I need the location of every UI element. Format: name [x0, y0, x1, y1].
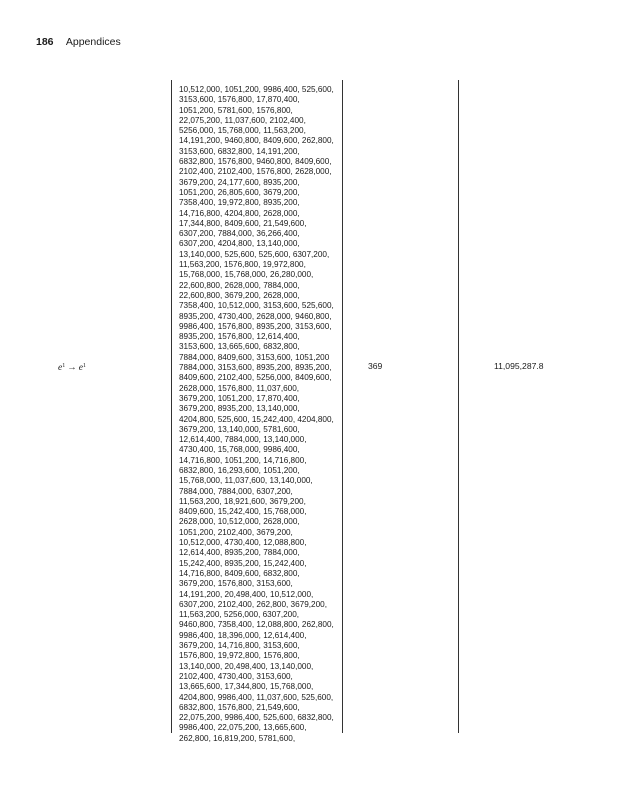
value-line: 17,344,800, 8409,600, 21,549,600, [179, 218, 307, 228]
value-line: 10,512,000, 1051,200, 9986,400, 525,600, [179, 85, 334, 94]
value-line: 12,614,400, 8935,200, 7884,000, [179, 548, 300, 558]
value-line: 14,191,200, 20,498,400, 10,512,000, [179, 589, 314, 599]
total-value-cell: 11,095,287.8 [494, 361, 544, 371]
column-divider [342, 80, 343, 733]
value-line: 13,140,000, 20,498,400, 13,140,000, [179, 661, 314, 671]
value-list [179, 85, 339, 744]
value-line: 3679,200, 1051,200, 17,870,400, [179, 393, 300, 403]
value-line: 3679,200, 1576,800, 3153,600, [179, 579, 293, 589]
value-line: 1576,800, 19,972,800, 1576,800, [179, 651, 300, 661]
value-line: 1051,200, 5781,600, 1576,800, [179, 105, 293, 115]
value-line: 4730,400, 15,768,000, 9986,400, [179, 445, 300, 455]
page-number: 186 [36, 36, 54, 48]
value-line: 9986,400, 22,075,200, 13,665,600, [179, 723, 307, 733]
value-line: 6832,800, 1576,800, 21,549,600, [179, 702, 300, 712]
column-divider [171, 80, 172, 733]
value-line: 13,665,600, 17,344,800, 15,768,000, [179, 682, 314, 692]
value-line: 7358,400, 19,972,800, 8935,200, [179, 198, 300, 208]
value-line: 14,716,800, 8409,600, 6832,800, [179, 568, 300, 578]
value-line: 7358,400, 10,512,000, 3153,600, 525,600, [179, 301, 334, 311]
value-line: 3153,600, 1576,800, 17,870,400, [179, 95, 300, 105]
value-line: 4204,800, 525,600, 15,242,400, 4204,800, [179, 414, 334, 424]
value-line: 1051,200, 26,805,600, 3679,200, [179, 187, 300, 197]
value-line: 7884,000, 8409,600, 3153,600, 1051,200 [179, 352, 330, 362]
value-line: 14,716,800, 1051,200, 14,716,800, [179, 455, 307, 465]
value-line: 6832,800, 16,293,600, 1051,200, [179, 465, 300, 475]
value-line: 11,563,200, 18,921,600, 3679,200, [179, 496, 306, 506]
value-line: 3679,200, 14,716,800, 3153,600, [179, 641, 300, 651]
transition-label: $e^1 \to e^1$ [58, 363, 86, 373]
value-line: 5256,000, 15,768,000, 11,563,200, [179, 126, 306, 136]
value-line: 14,191,200, 9460,800, 8409,600, 262,800, [179, 136, 334, 146]
section-title: Appendices [65, 36, 121, 48]
value-line: 1051,200, 2102,400, 3679,200, [179, 527, 293, 537]
value-line: 2102,400, 4730,400, 3153,600, [179, 671, 293, 681]
value-line: 8409,600, 15,242,400, 15,768,000, [179, 507, 307, 517]
value-line: 8409,600, 2102,400, 5256,000, 8409,600, [179, 373, 332, 383]
value-line: 2102,400, 2102,400, 1576,800, 2628,000, [179, 167, 332, 177]
column-divider [458, 80, 459, 733]
value-line: 22,600,800, 3679,200, 2628,000, [179, 290, 300, 300]
value-line: 15,768,000, 11,037,600, 13,140,000, [179, 476, 313, 486]
value-line: 3679,200, 13,140,000, 5781,600, [179, 424, 300, 434]
value-line: 13,140,000, 525,600, 525,600, 6307,200, [179, 249, 330, 259]
value-line: 7884,000, 7884,000, 6307,200, [179, 486, 293, 496]
value-line: 262,800, 16,819,200, 5781,600, [179, 733, 296, 743]
value-line: 6832,800, 1576,800, 9460,800, 8409,600, [179, 157, 332, 167]
page-header [36, 36, 121, 48]
value-line: 11,563,200, 1576,800, 19,972,800, [179, 260, 306, 270]
value-line: 22,075,200, 11,037,600, 2102,400, [179, 115, 306, 125]
value-line: 14,716,800, 4204,800, 2628,000, [179, 208, 300, 218]
value-line: 11,563,200, 5256,000, 6307,200, [179, 610, 300, 620]
value-line: 9460,800, 7358,400, 12,088,800, 262,800, [179, 620, 334, 630]
value-line: 22,075,200, 9986,400, 525,600, 6832,800, [179, 713, 334, 723]
value-line: 12,614,400, 7884,000, 13,140,000, [179, 435, 307, 445]
value-line: 6307,200, 4204,800, 13,140,000, [179, 239, 300, 249]
value-line: 2628,000, 1576,800, 11,037,600, [179, 383, 300, 393]
value-line: 10,512,000, 4730,400, 12,088,800, [179, 538, 307, 548]
value-line: 15,242,400, 8935,200, 15,242,400, [179, 558, 307, 568]
value-line: 8935,200, 4730,400, 2628,000, 9460,800, [179, 311, 332, 321]
value-line: 2628,000, 10,512,000, 2628,000, [179, 517, 300, 527]
value-line: 3679,200, 8935,200, 13,140,000, [179, 404, 300, 414]
count-cell: 369 [368, 361, 383, 371]
value-line: 9986,400, 1576,800, 8935,200, 3153,600, [179, 321, 332, 331]
value-line: 15,768,000, 15,768,000, 26,280,000, [179, 270, 314, 280]
value-line: 22,600,800, 2628,000, 7884,000, [179, 280, 300, 290]
value-line: 4204,800, 9986,400, 11,037,600, 525,600, [179, 692, 334, 702]
value-line: 8935,200, 1576,800, 12,614,400, [179, 332, 300, 342]
value-line: 3153,600, 13,665,600, 6832,800, [179, 342, 300, 352]
value-line: 6307,200, 2102,400, 262,800, 3679,200, [179, 599, 327, 609]
value-line: 3679,200, 24,177,600, 8935,200, [179, 177, 300, 187]
value-line: 6307,200, 7884,000, 36,266,400, [179, 229, 300, 239]
value-line: 3153,600, 6832,800, 14,191,200, [179, 146, 300, 156]
value-line: 9986,400, 18,396,000, 12,614,400, [179, 630, 307, 640]
value-line: 7884,000, 3153,600, 8935,200, 8935,200, [179, 363, 332, 373]
